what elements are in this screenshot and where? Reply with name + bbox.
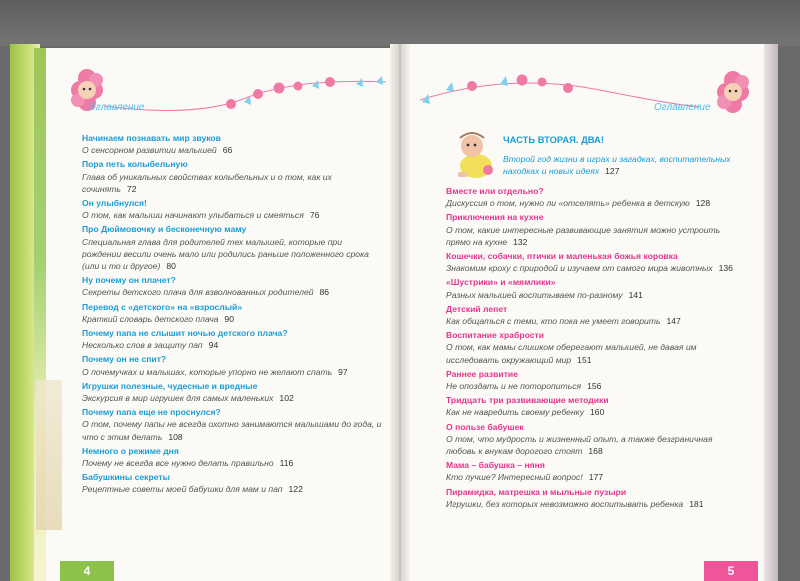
toc-entry-title: «Шустрики» и «мямлики» [446,277,556,288]
toc-entry-page: 72 [126,183,137,194]
toc-entry-page: 66 [222,145,233,156]
toc-entry-page: 136 [718,263,733,274]
right-page-number: 5 [704,561,758,581]
toc-entry-title: Приключения на кухне [446,212,544,223]
part-title: ЧАСТЬ ВТОРАЯ. ДВА! [503,134,604,145]
toc-entry-title: Игрушки полезные, чудесные и вредные [82,380,258,391]
toc-entry[interactable] [446,394,736,418]
left-header-decoration [56,60,396,130]
toc-entry-desc: О почемучках и малышах, которые упорно не желают спать [82,366,333,377]
bead-garland [104,81,386,110]
toc-entry-page: 116 [279,458,294,469]
toc-entry-page: 151 [577,354,592,365]
toc-entry[interactable] [82,327,382,351]
toc-entry-page: 181 [689,498,704,509]
toc-entry[interactable] [446,303,736,327]
toc-entry[interactable] [446,211,736,248]
page-edges [764,44,778,581]
left-toc [82,132,382,498]
toc-entry-title: Мама – бабушка – няня [446,460,545,471]
toc-entry-desc: О том, как малыши начинают улыбаться и смеяться [82,210,304,221]
toc-entry-page: 97 [338,366,348,377]
toc-entry-title: Детский лепет [446,303,508,314]
toc-entry[interactable] [446,276,736,300]
toc-entry-desc: О том, почему папы не всегда охотно занимаются малышами до года, и что с этим делать [82,419,382,442]
toc-entry-desc: Экскурсия в мир игрушек для самых маленьких [82,393,274,404]
toc-entry-title: Вместе или отдельно? [446,186,544,196]
toc-entry[interactable] [82,197,382,221]
toc-entry-desc: Знакомим кроху с природой и изучаем от самого мира животных [446,263,713,274]
toc-entry[interactable] [82,274,382,298]
toc-entry-desc: Специальная глава для родителей тех малышей, которые при рождении весили очень мало или родились раньше положенного срока (или и то и другое) [82,236,369,272]
baby-sitting-illustration [450,126,500,182]
toc-entry[interactable] [446,459,736,483]
toc-entry-page: 160 [590,407,605,418]
toc-entry-desc: Игрушки, без которых невозможно воспитывать ребенка [446,498,684,509]
toc-entry-title: Он улыбнулся! [82,198,147,209]
toc-entry[interactable] [82,158,382,195]
toc-entry-title: Воспитание храбрости [446,330,544,341]
toc-entry[interactable] [446,250,736,274]
left-page-number: 4 [60,561,114,581]
toc-entry-page: 122 [288,484,303,495]
toc-entry-title: Почему он не спит? [82,354,167,365]
toc-entry-desc: Почему не всегда все нужно делать правильно [82,458,274,469]
toc-entry[interactable] [446,185,736,209]
flower-baby-icon [717,71,749,113]
toc-entry-desc: О том, что мудрость и жизненный опыт, а также безграничная любовь к внукам дорогого стоят [446,433,713,457]
toc-entry-desc: Дискуссия о том, нужно ли «отселять» ребенка в детскую [446,198,690,209]
toc-entry[interactable] [446,486,736,510]
toc-entry-title: Бабушкины секреты [82,472,170,483]
toc-entry-page: 86 [319,287,330,298]
toc-entry[interactable] [82,353,382,377]
toc-entry[interactable] [82,406,382,443]
toc-entry-title: Пора петь колыбельную [82,159,188,170]
toc-entry-page: 108 [168,431,183,442]
toc-entry-title: Ну почему он плачет? [82,275,176,286]
toc-entry-desc: О том, как мамы слишком оберегают малышей, не давая им исследовать окружающий мир [446,342,697,365]
toc-entry[interactable] [446,329,736,366]
toc-entry-title: Тридцать три развивающие методики [446,395,609,406]
toc-entry[interactable] [82,445,382,469]
toc-entry-page: 132 [513,236,528,247]
toc-entry[interactable] [82,223,382,272]
toc-entry-desc: Несколько слов в защиту пап [82,340,203,351]
toc-entry-page: 147 [666,316,681,327]
toc-entry-desc: Рецептные советы моей бабушки для мам и пап [82,484,283,495]
toc-entry-desc: Секреты детского плача для взволнованных родителей [82,287,314,298]
toc-entry-page: 177 [588,472,604,483]
toc-entry-title: Почему папа не слышит ночью детского плача? [82,328,288,339]
toc-entry-page: 90 [224,313,234,324]
toc-entry-page: 94 [208,340,219,351]
toc-entry[interactable] [446,368,736,392]
toc-entry-page: 128 [695,198,711,209]
part-page: 127 [605,166,620,176]
toc-entry-title: Почему папа еще не проснулся? [82,407,221,418]
toc-entry-title: Кошечки, собачки, птички и маленькая божья коровка [446,251,678,262]
right-header-decoration [410,60,760,130]
toc-entry-page: 156 [587,381,602,392]
toc-entry-title: О пользе бабушек [446,421,524,432]
scan-background [0,0,800,46]
toc-entry-desc: Как не навредить своему ребенку [446,407,585,418]
toc-entry[interactable] [82,301,382,325]
part-desc: Второй год жизни в играх и загадках, воспитательных находках и новых идеях [503,154,731,176]
toc-entry-desc: Кто лучше? Интересный вопрос! [446,472,583,483]
right-header-title: Оглавление [654,102,711,113]
toc-entry-title: Перевод с «детского» на «взрослый» [82,301,243,312]
toc-entry-desc: Разных малышей воспитываем по-разному [446,289,623,300]
toc-entry-title: Начинаем познавать мир звуков [82,133,221,143]
toc-entry-desc: О том, какие интересные развивающие занятия можно устроить прямо на кухне [446,224,721,247]
toc-entry-title: Раннее развитие [446,368,518,379]
toc-entry[interactable] [82,132,382,156]
toc-entry-title: Немного о режиме дня [82,445,179,456]
toc-entry[interactable] [82,380,382,404]
part-heading[interactable] [503,134,733,177]
toc-entry-page: 168 [588,446,603,457]
toc-entry[interactable] [82,471,382,495]
toc-entry-desc: Краткий словарь детского плача [82,313,219,324]
left-header-title: Оглавление [88,102,145,113]
toc-entry-page: 102 [279,393,294,404]
toc-entry-desc: Глава об уникальных свойствах колыбельных и о том, как их сочинять [82,171,332,194]
toc-entry-desc: Не опоздать и не поторопиться [446,381,582,392]
toc-entry-desc: О сенсорном развитии малышей [82,145,217,156]
toc-entry-title: Пирамидка, матрешка и мыльные пузыри [446,486,627,497]
toc-entry-page: 141 [628,289,643,300]
right-toc [446,185,736,512]
toc-entry-title: Про Дюймовочку и бесконечную маму [82,224,247,235]
left-photo-strip [36,380,62,530]
toc-entry-page: 76 [309,210,320,221]
toc-entry[interactable] [446,421,736,458]
toc-entry-desc: Как общаться с теми, кто пока не умеет говорить [446,316,661,327]
toc-entry-page: 80 [166,261,176,272]
